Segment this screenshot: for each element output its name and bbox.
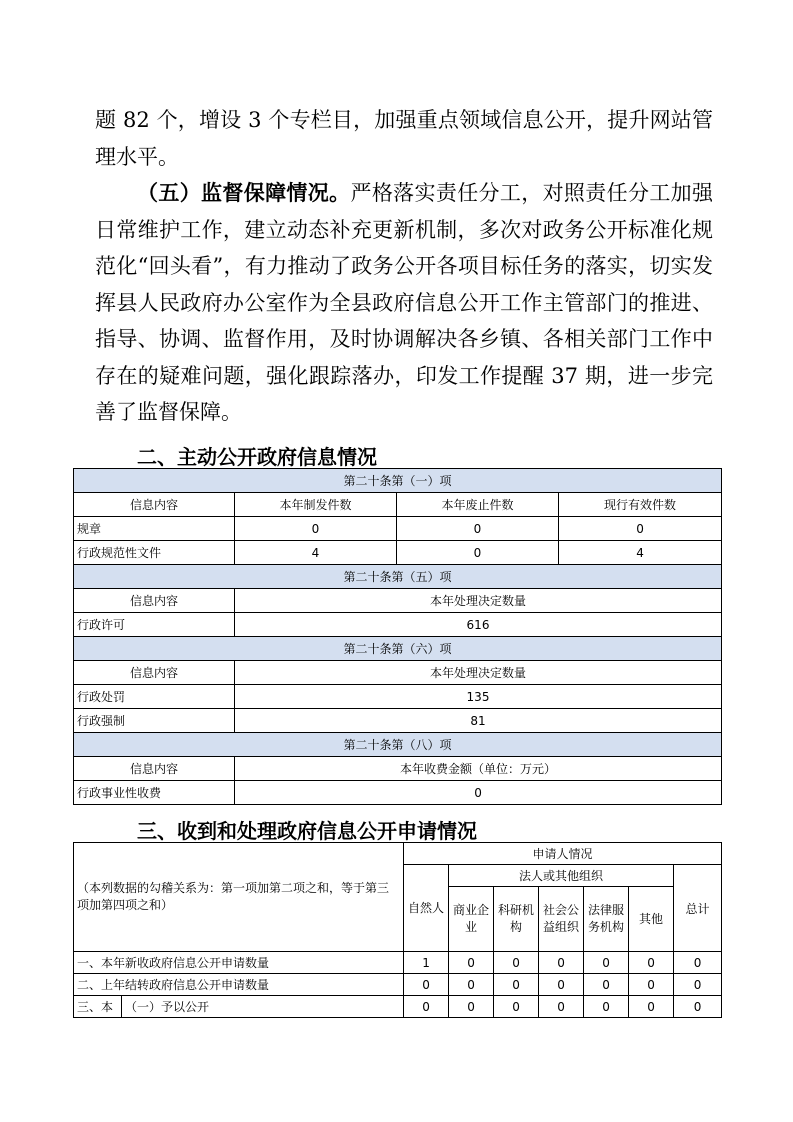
column-header: 本年处理决定数量: [235, 661, 722, 685]
table-row: [74, 637, 722, 661]
table-row: [74, 565, 722, 589]
row-sublabel: （一）予以公开: [122, 996, 404, 1018]
table-cell: 0: [235, 517, 397, 541]
table-cell: 0: [397, 541, 559, 565]
table-row: [74, 757, 722, 781]
table-cell: 0: [539, 952, 584, 974]
table-row: [74, 541, 722, 565]
table-cell: 0: [449, 974, 494, 996]
row-label: 行政强制: [74, 709, 235, 733]
column-header: 信息内容: [74, 493, 235, 517]
application-table: [73, 842, 722, 1018]
supervision-paragraph: [95, 175, 713, 431]
table-cell: 0: [584, 996, 629, 1018]
table-cell: 0: [494, 996, 539, 1018]
table-cell: 0: [584, 974, 629, 996]
table-row: [74, 613, 722, 637]
art1-header: 第二十条第（一）项: [74, 469, 722, 493]
row-label: 行政事业性收费: [74, 781, 235, 805]
proactive-disclosure-table: [73, 468, 722, 805]
table-cell: 4: [235, 541, 397, 565]
table-cell: 0: [449, 996, 494, 1018]
section2-title: 二、主动公开政府信息情况: [137, 445, 377, 469]
table-row: [74, 843, 722, 865]
column-header: 本年废止件数: [397, 493, 559, 517]
column-header: 社会公益组织: [539, 887, 584, 952]
row-label: 规章: [74, 517, 235, 541]
table-row: [74, 469, 722, 493]
column-header: 信息内容: [74, 757, 235, 781]
table-cell: 0: [629, 996, 674, 1018]
table-cell: 1: [404, 952, 449, 974]
table-cell: 0: [404, 974, 449, 996]
table-row: [74, 661, 722, 685]
table-cell: 0: [397, 517, 559, 541]
table-cell: 0: [674, 996, 722, 1018]
row-label: 三、本: [74, 996, 122, 1018]
column-header: 信息内容: [74, 661, 235, 685]
column-header: 本年处理决定数量: [235, 589, 722, 613]
total-header: 总计: [674, 865, 722, 952]
table-row: [74, 685, 722, 709]
table-row: [74, 733, 722, 757]
table-cell: 0: [404, 996, 449, 1018]
table-row: [74, 709, 722, 733]
row-label: 行政规范性文件: [74, 541, 235, 565]
table-cell: 0: [629, 952, 674, 974]
art6-header: 第二十条第（六）项: [74, 637, 722, 661]
column-header: 本年制发件数: [235, 493, 397, 517]
row-label: 二、上年结转政府信息公开申请数量: [74, 974, 404, 996]
consistency-note: （本列数据的勾稽关系为：第一项加第二项之和，等于第三项加第四项之和）: [74, 843, 404, 952]
table-row: [74, 517, 722, 541]
row-label: 一、本年新收政府信息公开申请数量: [74, 952, 404, 974]
table-cell: 0: [629, 974, 674, 996]
column-header: 科研机构: [494, 887, 539, 952]
intro-paragraph: [95, 102, 713, 175]
supervision-title: （五）监督保障情况。: [137, 180, 351, 205]
row-label: 行政处罚: [74, 685, 235, 709]
column-header: 现行有效件数: [559, 493, 722, 517]
table-cell: 81: [235, 709, 722, 733]
table-row: [74, 493, 722, 517]
table-row: [74, 974, 722, 996]
table-row: [74, 781, 722, 805]
table-cell: 0: [674, 974, 722, 996]
applicant-header: 申请人情况: [404, 843, 722, 865]
column-header: 其他: [629, 887, 674, 952]
table-row: [74, 589, 722, 613]
supervision-body: 严格落实责任分工，对照责任分工加强日常维护工作，建立动态补充更新机制，多次对政务公开标准化规范化“回头看”，有力推动了政务公开各项目标任务的落实，切实发挥县人民政府办公室作为全县政府信息公开工作主管部门的推进、指导、协调、监督作用，及时协调解决各乡镇、各相关部门工作中存在的疑难问题，强化跟踪落办，印发工作提醒 37 期，进一步完善了监督保障。: [95, 181, 714, 424]
table-row: [74, 952, 722, 974]
legal-entity-header: 法人或其他组织: [449, 865, 674, 887]
art8-header: 第二十条第（八）项: [74, 733, 722, 757]
column-header: 信息内容: [74, 589, 235, 613]
table-cell: 0: [494, 974, 539, 996]
row-label: 行政许可: [74, 613, 235, 637]
table-cell: 4: [559, 541, 722, 565]
table-cell: 0: [539, 996, 584, 1018]
column-header: 商业企业: [449, 887, 494, 952]
table-cell: 0: [584, 952, 629, 974]
intro-line: 题 82 个，增设 3 个专栏目，加强重点领域信息公开，提升网站管理水平。: [95, 108, 713, 169]
natural-person-header: 自然人: [404, 865, 449, 952]
column-header: 本年收费金额（单位：万元）: [235, 757, 722, 781]
column-header: 法律服务机构: [584, 887, 629, 952]
section3-title: 三、收到和处理政府信息公开申请情况: [137, 819, 477, 843]
table-cell: 0: [494, 952, 539, 974]
table-cell: 0: [539, 974, 584, 996]
table-cell: 0: [449, 952, 494, 974]
table-cell: 0: [235, 781, 722, 805]
table-row: [74, 996, 722, 1018]
table-cell: 135: [235, 685, 722, 709]
art5-header: 第二十条第（五）项: [74, 565, 722, 589]
table-cell: 0: [674, 952, 722, 974]
table-cell: 0: [559, 517, 722, 541]
table-cell: 616: [235, 613, 722, 637]
